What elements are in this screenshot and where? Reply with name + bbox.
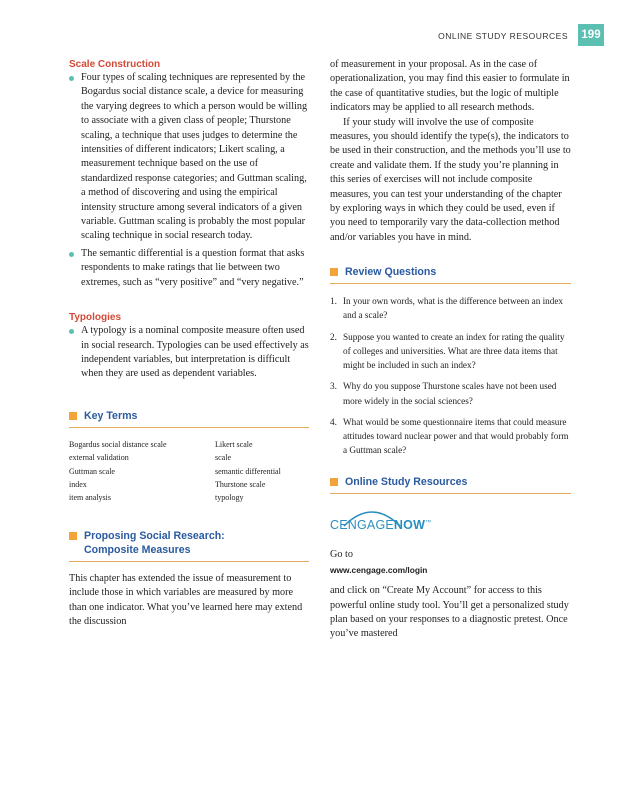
orange-square-icon xyxy=(69,412,77,420)
key-terms-title: Key Terms xyxy=(84,409,138,422)
key-term: Likert scale xyxy=(215,439,253,449)
orange-square-icon xyxy=(330,268,338,276)
proposing-heading xyxy=(69,529,309,557)
question-text: Why do you suppose Thurstone scales have not been used more widely in the social sciences? xyxy=(343,381,557,406)
orange-square-icon xyxy=(69,532,77,540)
scale-construction-heading: Scale Construction xyxy=(69,59,161,70)
bullet-item xyxy=(69,247,309,290)
running-head: ONLINE STUDY RESOURCES xyxy=(438,31,568,41)
bullet-dot-icon xyxy=(69,329,74,334)
review-section xyxy=(330,265,571,457)
logo-text-cengage: CENGAGE xyxy=(330,518,394,533)
login-url-link[interactable]: www.cengage.com/login xyxy=(330,564,428,575)
bullet-text: The semantic differential is a question format that asks respondents to make ratings that lie between two extremes, such as “very positive” and “very negative.” xyxy=(81,247,305,288)
bullet-dot-icon xyxy=(69,252,74,257)
key-term: index xyxy=(69,479,87,489)
logo-wordmark xyxy=(330,516,431,533)
proposing-text: This chapter has extended the issue of measurement to include those in which variables are measured by more than one indicator. What you’ve learned here may extend the discussion xyxy=(69,572,303,627)
review-question xyxy=(330,379,571,407)
key-terms-heading xyxy=(69,409,309,423)
cengagenow-logo xyxy=(330,504,432,538)
key-term: Guttman scale xyxy=(69,466,115,476)
online-resources-title: Online Study Resources xyxy=(345,476,468,489)
review-question xyxy=(330,294,571,322)
bullet-dot-icon xyxy=(69,76,74,81)
orange-square-icon xyxy=(330,478,338,486)
question-number: 1. xyxy=(330,296,337,307)
question-text: What would be some questionnaire items that could measure attitudes toward nuclear power and that would probably form a Guttman scale? xyxy=(343,416,569,456)
divider xyxy=(330,493,571,494)
key-terms-list xyxy=(69,438,309,505)
key-term: external validation xyxy=(69,453,129,463)
key-term: Bogardus social distance scale xyxy=(69,439,167,449)
review-question xyxy=(330,330,571,373)
proposing-section xyxy=(69,529,309,630)
question-number: 3. xyxy=(330,381,337,392)
bullet-text: A typology is a nominal composite measure often used in social research. Typologies can be used effectively as independent variables, but interpretation is difficult when they are used as dependent variables. xyxy=(81,325,309,380)
review-title: Review Questions xyxy=(345,266,437,279)
bullet-text: Four types of scaling techniques are represented by the Bogardus social distance scale, a device for measuring the varying degrees to which a person would be willing to associate with a given class of people; Thurstone scaling, a technique that uses judges to determine the intensities of different indicators; Likert scaling, a measurement technique based on the use of standardized response categories; and Guttman scaling, a method of discovering and using the empirical intensity structure among several indicators of a given variable. Guttman scaling is probably the most popular scaling technique in social research today. xyxy=(81,72,308,242)
review-heading xyxy=(330,265,571,279)
typologies-heading: Typologies xyxy=(69,312,122,324)
online-resources-section xyxy=(330,475,571,641)
online-resources-heading xyxy=(330,475,571,489)
question-text: Suppose you wanted to create an index for rating the quality of colleges and universities. What are three data items that might be included in such an index? xyxy=(343,331,565,371)
right-column xyxy=(330,58,571,642)
bullet-item xyxy=(69,324,309,382)
continued-paragraph: If your study will involve the use of composite measures, you should identify the type(s), the indicators to be used in their construction, and the methods you’ll use to create and validate them. If the study you’re planning in this series of exercises will not include composite measures, you can test your understanding of the chapter by exploring ways in which they could be used, even if you need to temporarily vary the data-collection method and/or variables you have in mind. xyxy=(330,116,571,243)
online-text: and click on “Create My Account” for access to this powerful online study tool. You’ll get a personalized study plan based on your responses to a diagnostic pretest. Once you’ve mastered xyxy=(330,585,569,640)
key-term: Thurstone scale xyxy=(215,479,266,489)
divider xyxy=(330,283,571,284)
review-question xyxy=(330,415,571,458)
key-term: scale xyxy=(215,453,231,463)
divider xyxy=(69,561,309,562)
proposing-title-line1: Proposing Social Research: xyxy=(84,529,225,542)
divider xyxy=(69,427,309,428)
key-terms-section xyxy=(69,409,309,505)
proposing-title-line2: Composite Measures xyxy=(84,543,191,556)
question-number: 2. xyxy=(330,331,337,342)
question-text: In your own words, what is the difference between an index and a scale? xyxy=(343,296,564,321)
question-number: 4. xyxy=(330,416,337,427)
bullet-item xyxy=(69,71,309,244)
left-column xyxy=(69,58,309,629)
logo-text-now: NOW xyxy=(393,518,426,533)
logo-trademark: ™ xyxy=(425,520,432,527)
page-number-badge: 199 xyxy=(578,24,604,46)
continued-paragraph: of measurement in your proposal. As in the case of operationalization, you may find this easier to formulate in the case of quantitative studies, but the logic of multiple indicators may be applied to all research methods. xyxy=(330,59,570,114)
key-term: typology xyxy=(215,493,244,503)
go-to-text: Go to xyxy=(330,549,353,561)
key-term: semantic differential xyxy=(215,466,281,476)
key-term: item analysis xyxy=(69,493,111,503)
